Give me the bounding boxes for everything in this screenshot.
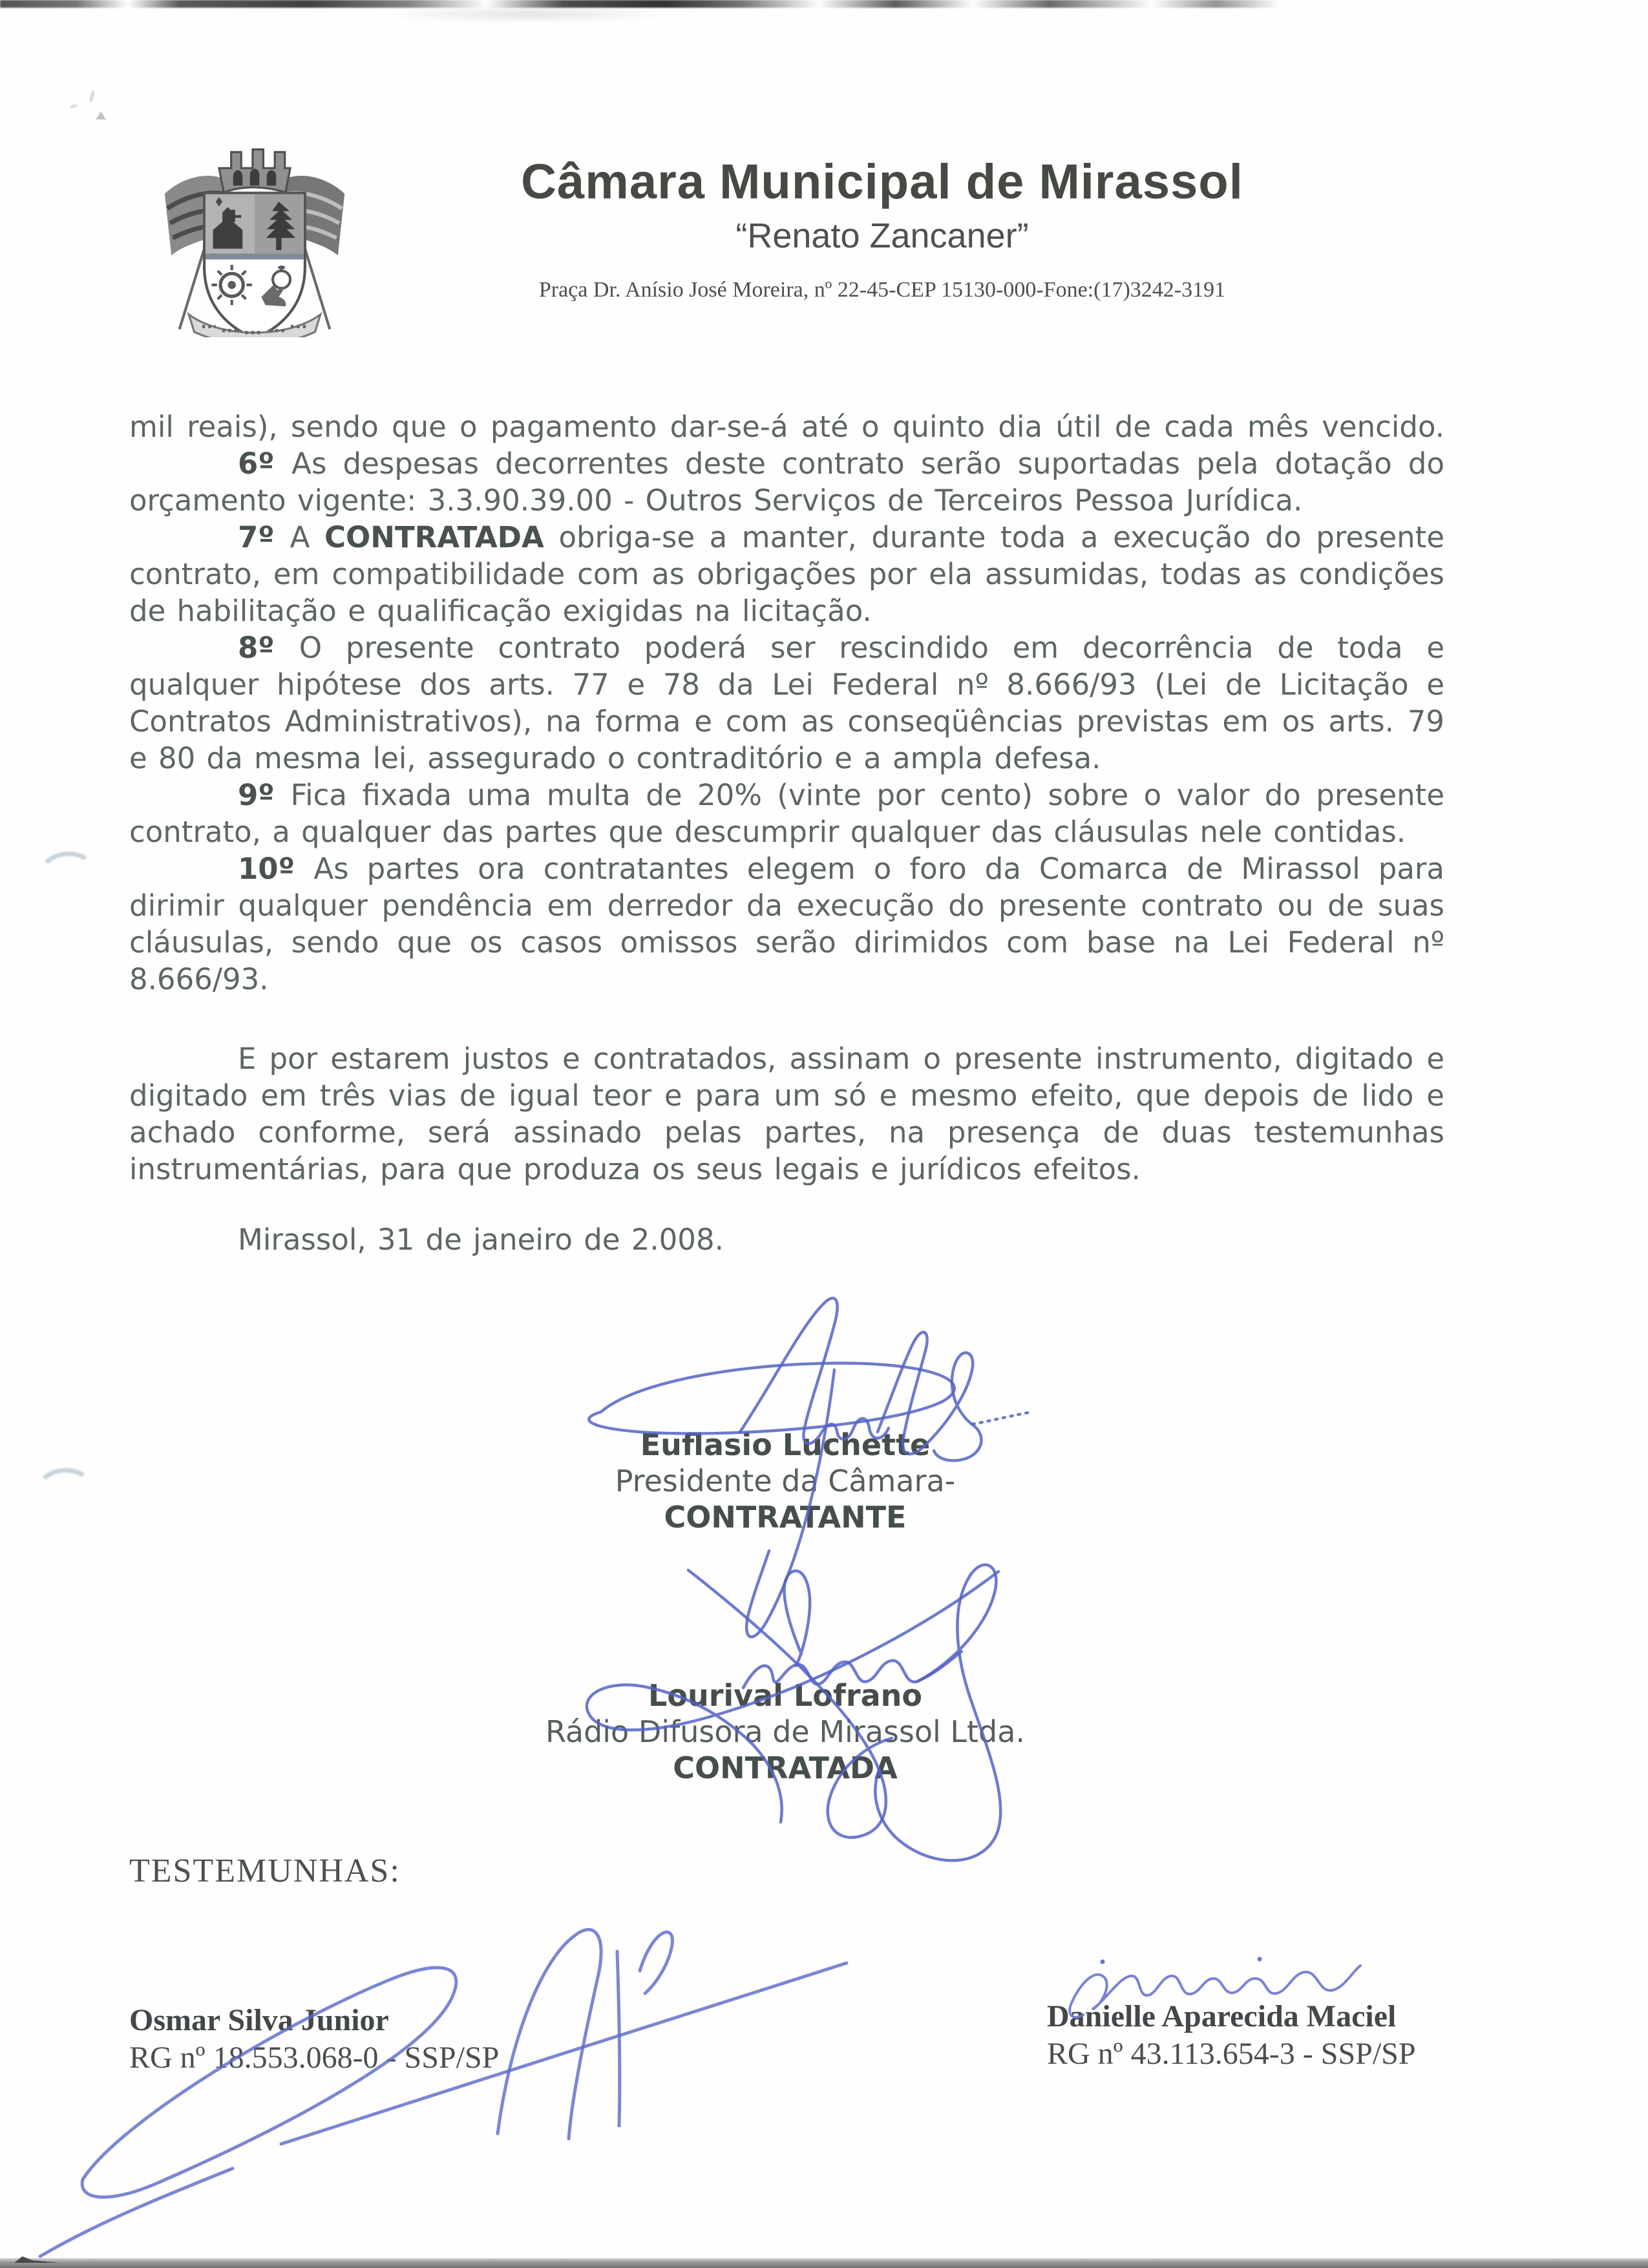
contract-paragraphs	[129, 408, 1444, 1258]
text-run: 7º	[238, 520, 290, 554]
contract-paragraph	[129, 1040, 1444, 1188]
text-run: O presente contrato poderá ser rescindido em decorrência de toda e qualquer hipótese dos arts. 77 e 78 da Lei Federal nº 8.666/93 (Lei de Licitação e Contratos Administrativos), na forma e com as conseqüências previstas em os arts. 79 e 80 da mesma lei, assegurado o contraditório e a ampla defesa.	[129, 631, 1445, 775]
text-run: As partes ora contratantes elegem o foro da Comarca de Mirassol para dirimir qualquer pendência em derredor da execução do presente contrato ou de suas cláusulas, sendo que os casos omissos serão dirimidos com base na Lei Federal nº 8.666/93.	[129, 852, 1444, 996]
scan-artifact-speck	[89, 90, 95, 103]
text-run: E por estarem justos e contratados, assinam o presente instrumento, digitado e digitado em três vias de igual teor e para um só e mesmo efeito, que depois de lido e achado conforme, será assinado pelas partes, na presença de duas testemunhas instrumentárias, para que produza os seus legais e jurídicos efeitos.	[129, 1042, 1444, 1186]
signatory-role: Rádio Difusora de Mirassol Ltda.	[545, 1714, 1026, 1749]
text-run: obriga-se a manter, durante toda a execução do presente contrato, em compatibilidade com as obrigações por ela assumidas, todas as condições de habilitação e qualificação exigidas na licitação.	[129, 520, 1445, 628]
coat-of-arms-icon	[154, 129, 355, 337]
text-run: 9º	[238, 778, 291, 812]
witness-right	[1047, 1998, 1416, 2073]
witness-rg: RG nº 43.113.654-3 - SSP/SP	[1047, 2037, 1416, 2071]
witness-left	[129, 2002, 499, 2077]
signature-block-contratante	[494, 1427, 1076, 1535]
contract-paragraph	[129, 777, 1444, 850]
text-run: As despesas decorrentes deste contrato serão suportadas pela dotação do orçamento vigente: 3.3.90.39.00 - Outros Serviços de Terceiros Pessoa Jurídica.	[129, 446, 1444, 518]
signatory-name-or-role-bold: Lourival Lofrano	[648, 1678, 922, 1713]
scan-artifact-smudge	[375, 6, 679, 22]
page-title: Câmara Municipal de Mirassol	[521, 154, 1243, 209]
contract-paragraph	[129, 629, 1444, 777]
scan-artifact-speck	[96, 111, 106, 120]
text-run: 10º	[238, 852, 314, 886]
signatory-role: Presidente da Câmara-	[615, 1464, 956, 1498]
signatory-name-or-role-bold: CONTRATADA	[673, 1750, 898, 1785]
witness-rg: RG nº 18.553.068-0 - SSP/SP	[129, 2041, 500, 2075]
scan-artifact-bottom-band	[0, 2258, 1648, 2268]
text-run: mil reais), sendo que o pagamento dar-se-á até o quinto dia útil de cada mês vencido.	[129, 410, 1444, 444]
text-run: A	[290, 520, 325, 554]
contract-paragraph	[129, 445, 1444, 519]
address-line: Praça Dr. Anísio José Moreira, nº 22-45-CEP 15130-000-Fone:(17)3242-3191	[538, 278, 1226, 302]
text-run: 8º	[238, 631, 299, 665]
contract-paragraph	[129, 519, 1444, 629]
witness-left-signature	[40, 1929, 847, 2256]
signatory-name-or-role-bold: CONTRATANTE	[664, 1500, 907, 1535]
contract-paragraph	[129, 850, 1444, 998]
contract-paragraph	[129, 408, 1444, 445]
page-subtitle: “Renato Zancaner”	[735, 216, 1029, 255]
signatory-name-or-role-bold: Euflasio Luchette	[640, 1427, 931, 1462]
text-run: Fica fixada uma multa de 20% (vinte por cento) sobre o valor do presente contrato, a qualquer das partes que descumprir qualquer das cláusulas nele contidas.	[129, 778, 1445, 849]
date-line: Mirassol, 31 de janeiro de 2.008.	[238, 1223, 724, 1257]
witnesses-label: TESTEMUNHAS:	[129, 1853, 401, 1889]
text-run: 6º	[238, 446, 292, 481]
scan-artifact-speck	[70, 103, 78, 109]
text-run: CONTRATADA	[324, 520, 544, 554]
scan-artifact-arc	[35, 1466, 94, 1513]
witness-name: Osmar Silva Junior	[129, 2003, 389, 2037]
witness-name: Danielle Aparecida Maciel	[1047, 1999, 1397, 2033]
signature-block-contratada	[494, 1677, 1076, 1786]
scan-artifact-arc	[37, 849, 98, 898]
